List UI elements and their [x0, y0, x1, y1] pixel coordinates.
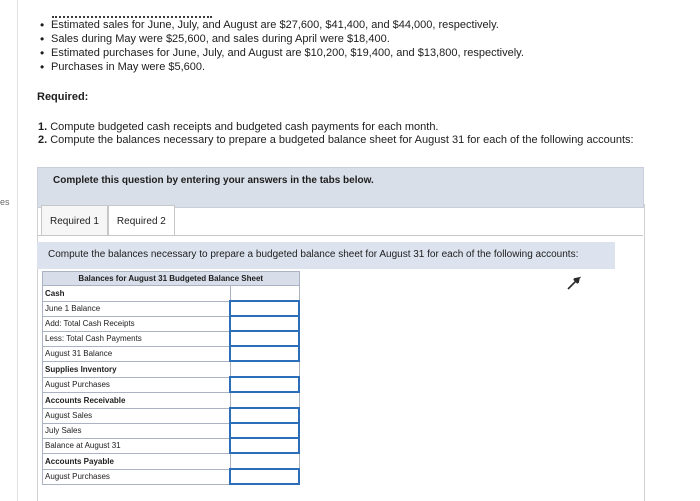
amount-cell [230, 392, 299, 408]
tab-bar [41, 205, 175, 236]
table-row [43, 316, 300, 331]
amount-cell [230, 286, 299, 302]
step-item [38, 121, 634, 134]
table-row [43, 286, 300, 302]
bullet-item: • Sales during May were $25,600, and sales during April were $18,400. [40, 32, 524, 46]
tab-required-2[interactable]: Required 2 [108, 205, 175, 236]
left-sidebar [0, 0, 18, 501]
amount-input[interactable] [230, 408, 299, 423]
account-label: July Sales [43, 423, 231, 438]
bullet-item: • Estimated purchases for June, July, and August are $10,200, $19,400, and $13,800, respectively. [40, 46, 524, 60]
instruction-banner [37, 167, 644, 208]
amount-input[interactable] [230, 423, 299, 438]
step-number: 2. [38, 134, 48, 146]
account-label: August Purchases [43, 469, 231, 484]
step-text: Compute the balances necessary to prepare a budgeted balance sheet for August 31 for each of the following accounts: [50, 134, 634, 146]
account-label: Cash [43, 286, 231, 302]
account-label: June 1 Balance [43, 301, 231, 316]
amount-input[interactable] [230, 316, 299, 331]
table-row [43, 331, 300, 346]
sidebar-fragment-text: es [0, 197, 10, 207]
table-row [43, 301, 300, 316]
account-label: Accounts Payable [43, 453, 231, 469]
account-label: August 31 Balance [43, 346, 231, 361]
tab-required-1[interactable]: Required 1 [41, 205, 108, 236]
table-row [43, 361, 300, 377]
step-number: 1. [38, 121, 48, 133]
step-item [38, 134, 634, 147]
amount-input[interactable] [230, 438, 299, 453]
tab-divider [37, 235, 643, 236]
amount-input[interactable] [230, 331, 299, 346]
table-row [43, 453, 300, 469]
question-bar [37, 242, 615, 269]
given-data-list [40, 18, 524, 74]
table-row [43, 377, 300, 392]
instruction-text: Complete this question by entering your answers in the tabs below. [53, 175, 374, 186]
amount-input[interactable] [230, 346, 299, 361]
account-label: Supplies Inventory [43, 361, 231, 377]
mouse-cursor-icon [567, 276, 581, 290]
account-label: August Purchases [43, 377, 231, 392]
step-text: Compute budgeted cash receipts and budgeted cash payments for each month. [50, 121, 439, 133]
balance-sheet-table [42, 271, 300, 485]
table-row [43, 408, 300, 423]
table-row [43, 346, 300, 361]
account-label: August Sales [43, 408, 231, 423]
table-row [43, 438, 300, 453]
required-steps-list [38, 121, 634, 147]
bullet-item: • Purchases in May were $5,600. [40, 60, 524, 74]
amount-input[interactable] [230, 469, 299, 484]
amount-cell [230, 453, 299, 469]
amount-input[interactable] [230, 377, 299, 392]
table-header: Balances for August 31 Budgeted Balance Sheet [43, 272, 300, 286]
account-label: Less: Total Cash Payments [43, 331, 231, 346]
amount-cell [230, 361, 299, 377]
table-row [43, 469, 300, 484]
account-label: Add: Total Cash Receipts [43, 316, 231, 331]
table-row [43, 392, 300, 408]
account-label: Accounts Receivable [43, 392, 231, 408]
table-row [43, 423, 300, 438]
required-heading: Required: [37, 91, 89, 103]
question-text: Compute the balances necessary to prepare a budgeted balance sheet for August 31 for each of the following accounts: [48, 249, 579, 260]
amount-input[interactable] [230, 301, 299, 316]
account-label: Balance at August 31 [43, 438, 231, 453]
bullet-item: • Estimated sales for June, July, and August are $27,600, $41,400, and $44,000, respectively. [40, 18, 524, 32]
